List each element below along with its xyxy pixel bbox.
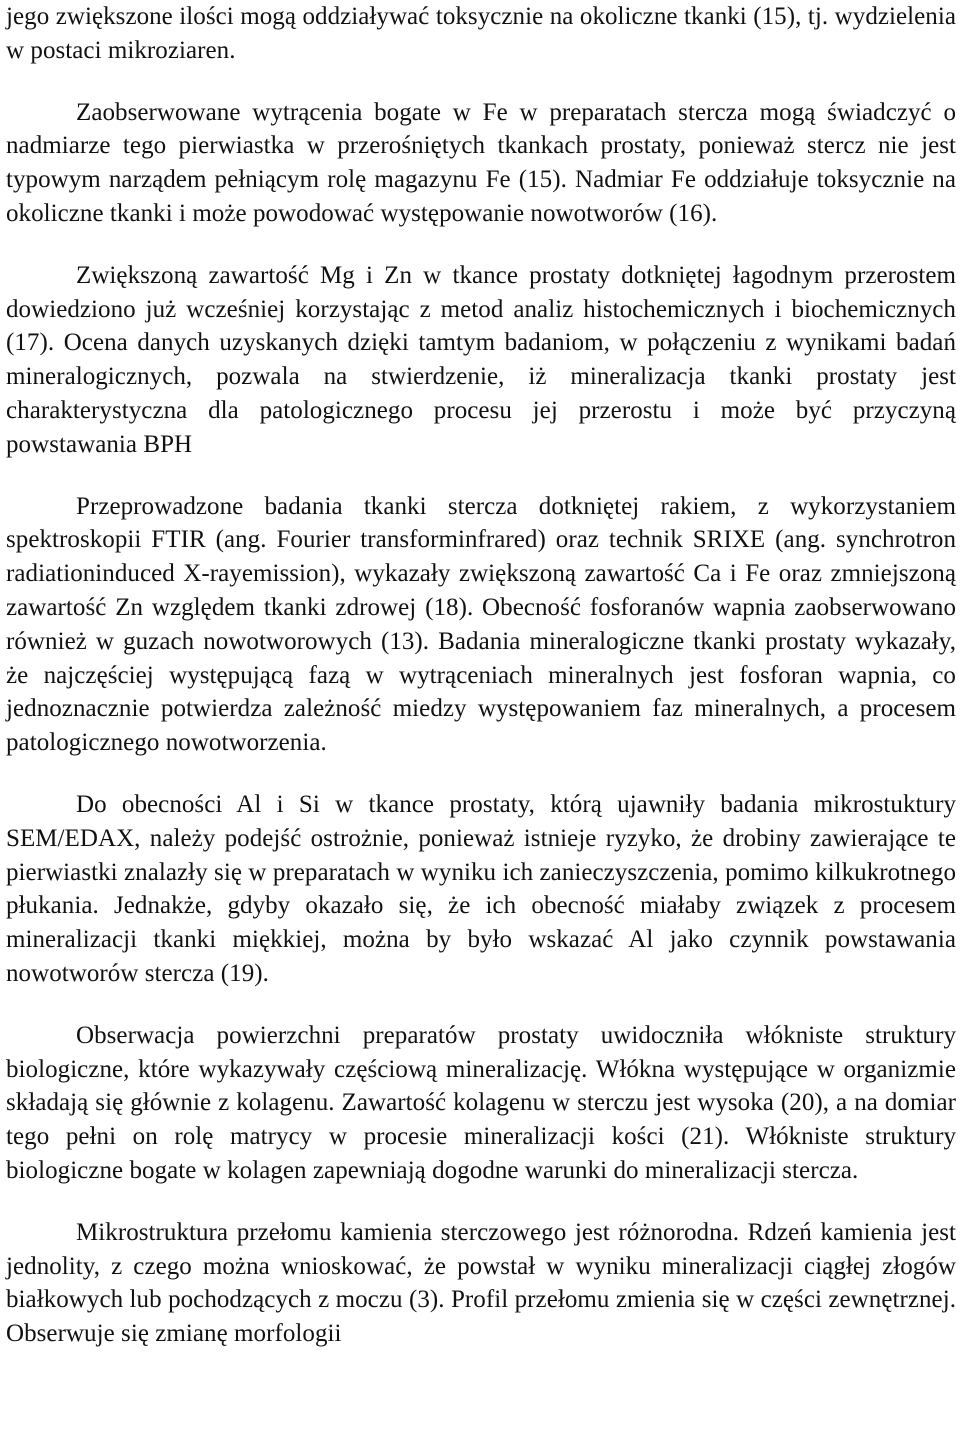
paragraph-3: Zwiększoną zawartość Mg i Zn w tkance prostaty dotkniętej łagodnym przerostem dowiedziono już wcześniej korzystając z metod analiz histochemicznych i biochemicznych (17). Ocena danych uzyskanych dzięki tamtym badaniom, w połączeniu z wynikami badań mineralogicznych, pozwala na stwierdzenie, iż mineralizacja tkanki prostaty jest charakterystyczna dla patologicznego procesu jej przerostu i może być przyczyną powstawania BPH: [6, 261, 956, 458]
paragraph-spacer: [6, 231, 956, 259]
paragraph-spacer: [6, 462, 956, 490]
paragraph-spacer: [6, 760, 956, 788]
paragraph-6: Obserwacja powierzchni preparatów prostaty uwidoczniła włókniste struktury biologiczne, które wykazywały częściową mineralizację. Włókna występujące w organizmie składają się głównie z kolagenu. Zawartość kolagenu w sterczu jest wysoka (20), a na domiar tego pełni on rolę matrycy w procesie mineralizacji kości (21). Włókniste struktury biologiczne bogate w kolagen zapewniają dogodne warunki do mineralizacji stercza.: [6, 1021, 956, 1184]
paragraph-4: Przeprowadzone badania tkanki stercza dotkniętej rakiem, z wykorzystaniem spektroskopii FTIR (ang. Fourier transforminfrared) oraz technik SRIXE (ang. synchrotron radiationinduced X-rayemission), wykazały zwiększoną zawartość Ca i Fe oraz zmniejszoną zawartość Zn względem tkanki zdrowej (18). Obecność fosforanów wapnia zaobserwowano również w guzach nowotworowych (13). Badania mineralogiczne tkanki prostaty wykazały, że najczęściej występującą fazą w wytrąceniach mineralnych jest fosforan wapnia, co jednoznacznie potwierdza zależność miedzy występowaniem faz mineralnych, a procesem patologicznego nowotworzenia.: [6, 492, 956, 757]
paragraph-7: Mikrostruktura przełomu kamienia sterczowego jest różnorodna. Rdzeń kamienia jest jednolity, z czego można wnioskować, że powstał w wyniku mineralizacji ciągłej złogów białkowych lub pochodzących z moczu (3). Profil przełomu zmienia się w części zewnętrznej. Obserwuje się zmianę morfologii: [6, 1218, 956, 1348]
paragraph-5: Do obecności Al i Si w tkance prostaty, którą ujawniły badania mikrostuktury SEM/EDAX, należy podejść ostrożnie, ponieważ istnieje ryzyko, że drobiny zawierające te pierwiastki znalazły się w preparatach w wyniku ich zanieczyszczenia, pomimo kilkukrotnego płukania. Jednakże, gdyby okazało się, że ich obecność miałaby związek z procesem mineralizacji tkanki miękkiej, można by było wskazać Al jako czynnik powstawania nowotworów stercza (19).: [6, 790, 956, 987]
paragraph-spacer: [6, 1188, 956, 1216]
document-page: [6, 0, 956, 1351]
paragraph-1: jego zwiększone ilości mogą oddziaływać toksycznie na okoliczne tkanki (15), tj. wydzielenia w postaci mikroziaren.: [6, 3, 956, 64]
paragraph-2: Zaobserwowane wytrącenia bogate w Fe w preparatach stercza mogą świadczyć o nadmiarze tego pierwiastka w przerośniętych tkankach prostaty, ponieważ stercz nie jest typowym narządem pełniącym rolę magazynu Fe (15). Nadmiar Fe oddziałuje toksycznie na okoliczne tkanki i może powodować występowanie nowotworów (16).: [6, 98, 956, 227]
paragraph-spacer: [6, 991, 956, 1019]
paragraph-spacer: [6, 68, 956, 96]
